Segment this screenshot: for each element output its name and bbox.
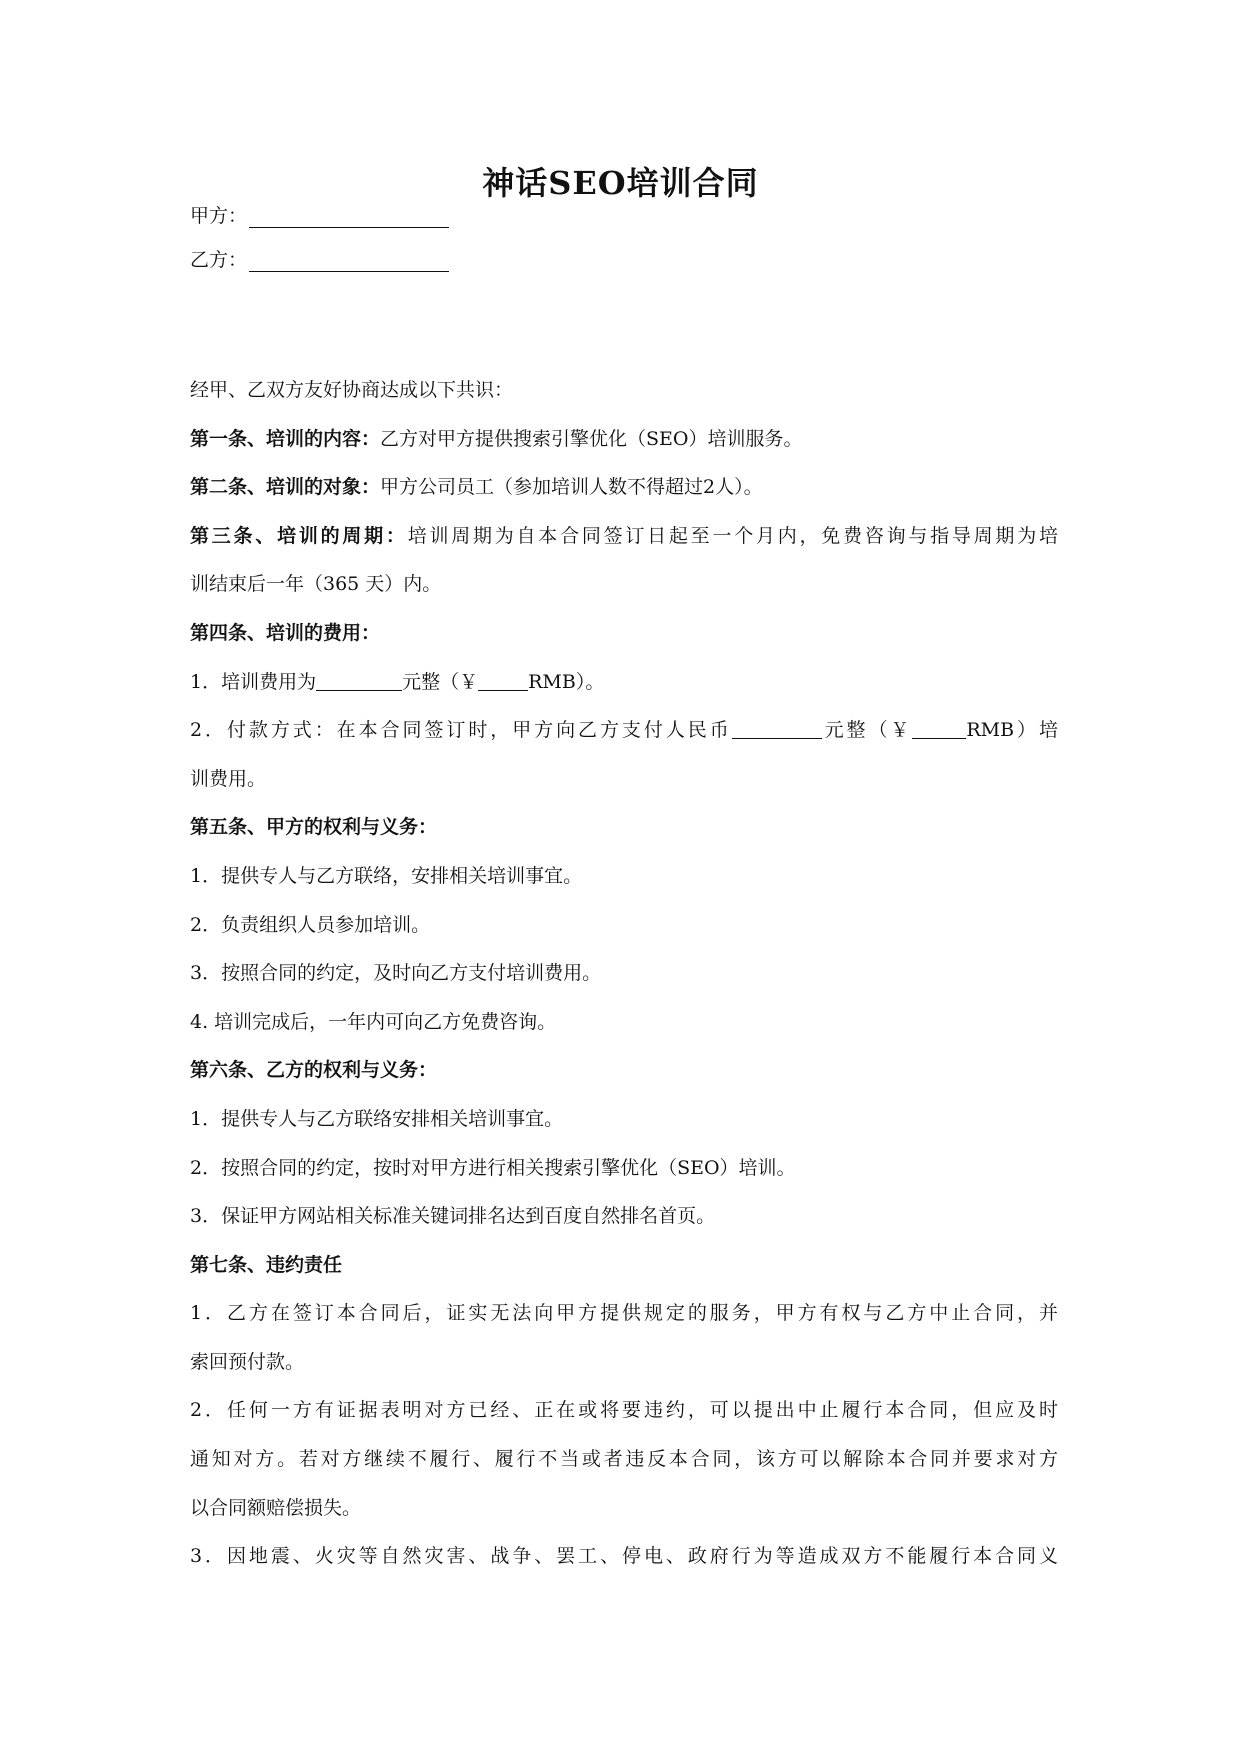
party-a-blank [249, 205, 449, 228]
article-4-heading: 第四条、培训的费用： [190, 621, 381, 644]
payment-amount-blank [732, 718, 822, 739]
article-7-line: 索回预付款。 [190, 1350, 305, 1373]
fee-rmb-blank [478, 670, 528, 691]
payment-rmb-blank [912, 718, 966, 739]
party-b-blank [249, 249, 449, 272]
fee-unit-text: 元整（￥ [402, 670, 479, 693]
contract-body [190, 366, 1058, 1581]
party-a-line [190, 201, 449, 228]
payment-text: 2．付款方式：在本合同签订时，甲方向乙方支付人民币 [190, 719, 732, 742]
article-7-line: 以合同额赔偿损失。 [190, 1496, 362, 1519]
article-7-heading: 第七条、违约责任 [190, 1253, 343, 1276]
fee-rmb-text: RMB）。 [528, 670, 605, 693]
party-b-line [190, 245, 449, 272]
article-4-item-2 [190, 706, 1058, 755]
fee-text: 1．培训费用为 [190, 670, 317, 693]
article-5-item: 4. 培训完成后，一年内可向乙方免费咨询。 [190, 1010, 557, 1033]
article-3-heading: 第三条、培训的周期： [190, 524, 408, 547]
payment-rmb-text: RMB）培 [966, 719, 1058, 742]
article-1 [190, 415, 1058, 464]
party-a-label: 甲方： [190, 205, 248, 227]
party-b-label: 乙方： [190, 249, 248, 271]
article-7-line: 1．乙方在签订本合同后，证实无法向甲方提供规定的服务，甲方有权与乙方中止合同，并 [190, 1302, 1058, 1325]
article-1-text: 乙方对甲方提供搜索引擎优化（SEO）培训服务。 [380, 427, 803, 450]
article-6-item: 2．按照合同的约定，按时对甲方进行相关搜索引擎优化（SEO）培训。 [190, 1156, 796, 1179]
article-7-line: 2．任何一方有证据表明对方已经、正在或将要违约，可以提出中止履行本合同，但应及时 [190, 1399, 1058, 1422]
article-2-text: 甲方公司员工（参加培训人数不得超过2人）。 [380, 476, 763, 499]
article-3-text: 培训周期为自本合同签订日起至一个月内，免费咨询与指导周期为培 [407, 524, 1058, 547]
article-6-item: 1．提供专人与乙方联络安排相关培训事宜。 [190, 1107, 564, 1130]
article-7-line: 3．因地震、火灾等自然灾害、战争、罢工、停电、政府行为等造成双方不能履行本合同义 [190, 1545, 1058, 1568]
article-3 [190, 512, 1058, 561]
article-6-heading: 第六条、乙方的权利与义务： [190, 1059, 438, 1082]
document-title: 神话SEO培训合同 [482, 164, 759, 202]
intro-text: 经甲、乙双方友好协商达成以下共识： [190, 379, 514, 401]
fee-amount-blank [316, 670, 402, 691]
article-5-item: 2．负责组织人员参加培训。 [190, 913, 431, 936]
article-7-line: 通知对方。若对方继续不履行、履行不当或者违反本合同，该方可以解除本合同并要求对方 [190, 1448, 1058, 1471]
article-2 [190, 463, 1058, 512]
article-2-heading: 第二条、培训的对象： [190, 476, 381, 499]
article-1-heading: 第一条、培训的内容： [190, 427, 381, 450]
article-5-item: 1．提供专人与乙方联络，安排相关培训事宜。 [190, 864, 583, 887]
article-5-heading: 第五条、甲方的权利与义务： [190, 816, 438, 839]
article-4-item-1 [190, 658, 1058, 707]
payment-unit-text: 元整（￥ [821, 719, 913, 742]
article-4-item-2-cont: 训费用。 [190, 767, 267, 790]
article-5-item: 3．按照合同的约定，及时向乙方支付培训费用。 [190, 962, 602, 985]
article-3-cont: 训结束后一年（365 天）内。 [190, 573, 442, 596]
article-6-item: 3．保证甲方网站相关标准关键词排名达到百度自然排名首页。 [190, 1205, 716, 1228]
